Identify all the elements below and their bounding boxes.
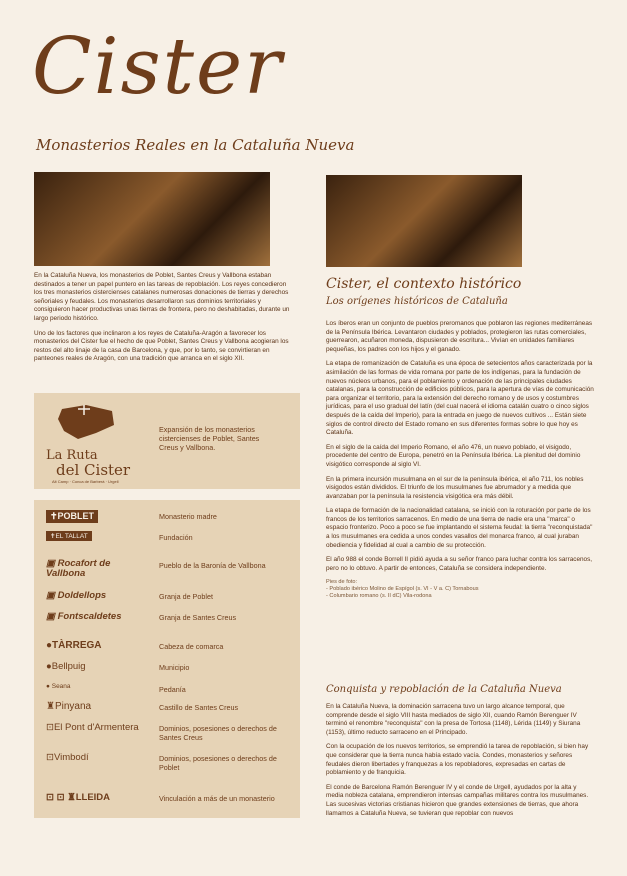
body-paragraph: Con la ocupación de los nuevos territorios, se emprendió la tarea de repoblación, si bien hay que considerar que la tierra nunca había estado vacía. Condes, monasterios y señores feudales dieron libertades y franquezas a los repobladores, expresadas en cartas de poblamiento y de franquicia.	[326, 743, 589, 777]
legend-key: ✝POBLET	[46, 510, 98, 523]
photo-caption: Pies de foto:	[326, 579, 358, 586]
legend-key: ▣ Rocafort de Vallbona	[46, 558, 111, 579]
legend-value: Granja de Santes Creus	[159, 613, 237, 622]
section-heading: Cister, el contexto histórico	[326, 276, 522, 292]
legend-value: Monasterio madre	[159, 512, 217, 521]
legend-key: ▣ Fontscaldetes	[46, 611, 122, 622]
legend-key: ▣ Doldellops	[46, 590, 107, 601]
legend-value: Dominios, posesiones o derechos de Poblet	[159, 754, 277, 772]
page-subtitle: Monasterios Reales en la Cataluña Nueva	[36, 136, 355, 154]
legend-value: Granja de Poblet	[159, 592, 213, 601]
left-intro-text	[34, 272, 296, 370]
legend-key: ⊡ ⊡ ♜LLEIDA	[46, 792, 111, 803]
museum-photo-right	[326, 175, 522, 267]
legend-value: Castillo de Santes Creus	[159, 703, 239, 712]
body-paragraph: En la primera incursión musulmana en el sur de la península ibérica, el año 711, los nobles visigodos están divididos. El triunfo de los musulmanes fue abrumador y a medida que avanzaban por la península la resistencia visigótica era más débil.	[326, 475, 584, 500]
legend-row	[34, 683, 300, 701]
legend-value: Dominios, posesiones o derechos de Santes Creus	[159, 724, 277, 742]
cataluna-map-icon	[56, 403, 118, 441]
body-paragraph: El conde de Barcelona Ramón Berenguer IV y el conde de Urgell, ayudados por la alta y media nobleza catalana, emprendieron intensas campañas militares contra los musulmanes. Las sucesivas victorias cristianas hicieron que grandes extensiones de tierras, que ahora llamamos a Cataluña Nueva, se tuvieran que repoblar con nuevos	[326, 783, 589, 817]
page-title: Cister	[32, 22, 284, 112]
photo-caption: - Columbario romano (s. II dC) Vila-rodona	[326, 593, 432, 600]
legend-value: Pueblo de la Baronía de Vallbona	[159, 561, 266, 570]
legend-value: Pedanía	[159, 685, 186, 694]
legend-row	[34, 510, 300, 528]
legend-key: ⊡El Pont d'Armentera	[46, 722, 139, 733]
legend-row	[34, 701, 300, 719]
ruta-description: Expansión de los monasterios cistercienses de Poblet, Santes Creus y Vallbona.	[159, 425, 260, 452]
legend-key: ● Seana	[46, 683, 71, 690]
legend-row	[34, 611, 300, 629]
ruta-logo-caption: Alt Camp · Conca de Barberà · Urgell	[52, 479, 119, 484]
body-paragraph: En el siglo de la caída del Imperio Romano, el año 476, un nuevo poblado, el visigodo, procedente del centro de Europa, penetró en la Península Ibérica. La plenitud del dominio visigótico corresponde al siglo VI.	[326, 443, 581, 468]
legend-row	[34, 531, 300, 549]
legend-value: Municipio	[159, 663, 190, 672]
right-column-text	[326, 320, 594, 600]
photo-caption: - Poblado ibérico Molino de Espígol (s. VI - V a. C) Tornabous	[326, 586, 479, 593]
legend-row	[34, 752, 300, 774]
legend-key: ✝EL TALLAT	[46, 531, 92, 541]
ruta-logo-line2: del Cister	[56, 461, 131, 479]
section-subheading: Conquista y repoblación de la Cataluña Nueva	[326, 684, 562, 695]
body-paragraph: El año 988 el conde Borrell II pidió ayuda a su señor franco para luchar contra los sarracenos, pero no lo obtuvo. A partir de entonces, Cataluña se considera independiente.	[326, 556, 593, 572]
legend-key: ♜Pinyana	[46, 701, 92, 712]
section-subheading: Los orígenes históricos de Cataluña	[326, 296, 508, 307]
legend-row	[34, 792, 300, 810]
map-legend-panel	[34, 500, 300, 818]
intro-paragraph: En la Cataluña Nueva, los monasterios de Poblet, Santes Creus y Vallbona estaban destinados a tener un papel puntero en las tareas de repoblación. Los reyes concedieron los tres monasterios cistercienses catalanes numerosas donaciones de tierras y derechos señoriales y feudales. Los monasterios desarrollaron sus dominios territoriales y consiguieron hacer productivas unas tierras de frontera, pero no deshabitadas, durante un largo periodo histórico.	[34, 272, 290, 322]
ruta-del-cister-panel	[34, 393, 300, 489]
body-paragraph: La etapa de formación de la nacionalidad catalana, se inició con la roturación por parte de los francos de los territorios sarracenos. En medio de una tierra de nadie era una "marca" o espacio fronterizo. Poco a poco se fue implantando el sistema feudal: la tierra "reconquistada" a los musulmanes era cedida a unos condes vasallos del monarca franco, al cual juraban obediencia y fidelidad al cual a cambio de su protección.	[326, 507, 593, 549]
legend-key: ●Bellpuig	[46, 661, 86, 672]
legend-value: Cabeza de comarca	[159, 642, 224, 651]
right-column-text-2	[326, 703, 594, 824]
body-paragraph: En la Cataluña Nueva, la dominación sarracena tuvo un largo alcance temporal, que comprende desde el siglo VIII hasta mediados de siglo XII, cuando Ramón Berenguer IV terminó el renombre "reconquista" con la presa de Tortosa (1148), Lérida (1149) y Siurana (1153), último reducto sarraceno en el Principado.	[326, 703, 581, 736]
body-paragraph: La etapa de romanización de Cataluña es una época de setecientos años caracterizada por la asimilación de las formas de vida romana por parte de los indígenas, para la fundación de nuevos núcleos urbanos, para el poblamiento y ordenación de las principales ciudades catalanas, para la construcción de edificios públicos, para la apertura de vías de comunicación para organizar el territorio, para la extensión del derecho romano y de usos y costumbres jurídicas, para el uso gradual del latín (del cual nacerá el idioma catalán cuatro o cinco siglos después de la caída del Imperio), para la entrada en juego de nuevos cultivos ... Están siete siglos de control directo del Estado romano en sus diferentes formas sobre lo que hoy es Cataluña.	[326, 360, 594, 437]
intro-paragraph: Uno de los factores que inclinaron a los reyes de Cataluña-Aragón a favorecer los monasterios del Cister fue el hecho de que Poblet, Santes Creus y Vallbona acogieran los restos del alto linaje de la casa de Barcelona, y que, por lo tanto, se convirtieran en panteones reales de Aragón, con una tradición que arranca en el siglo XII.	[34, 329, 289, 363]
legend-value: Fundación	[159, 533, 193, 542]
legend-row	[34, 722, 300, 744]
legend-key: ●TÀRREGA	[46, 640, 102, 651]
body-paragraph: Los íberos eran un conjunto de pueblos preromanos que poblaron las regiones mediterráneas de la Península Ibérica. Levantaron ciudades y poblados, protegieron las rutas comerciales, guerrearon, acuñaron moneda, dispusieron de escritura... Vivían en unidades familiares pequeñas, los padres con los hijos y el ganado.	[326, 320, 593, 353]
monastery-photo-left	[34, 172, 270, 266]
legend-key: ⊡Vimbodí	[46, 752, 89, 763]
legend-row	[34, 559, 300, 585]
legend-row	[34, 640, 300, 658]
legend-row	[34, 661, 300, 679]
legend-value: Vinculación a más de un monasterio	[159, 794, 275, 803]
ruta-logo-line1: La Ruta	[46, 448, 98, 463]
legend-row	[34, 590, 300, 608]
